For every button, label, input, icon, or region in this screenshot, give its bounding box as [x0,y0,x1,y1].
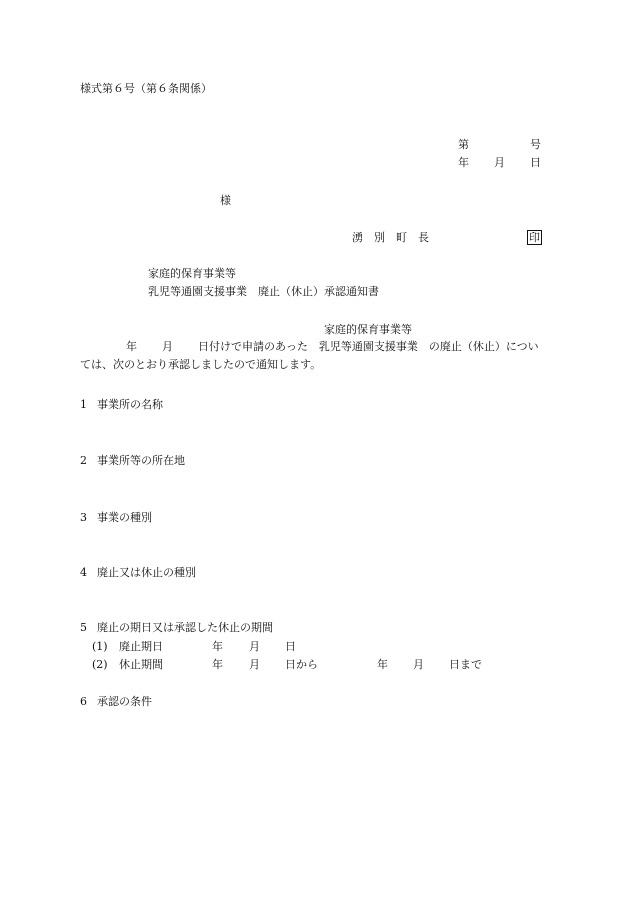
sender-title: 湧 別 町 長 [352,231,429,244]
intro-text-line1: 日付けで申請のあった 乳児等通園支援事業 の廃止（休止）につい [198,340,539,353]
sub-item-2-day-until: 日まで [449,658,482,671]
intro-year: 年 [126,340,137,353]
sub-item-1-month: 月 [249,640,260,653]
sub-item-2-year: 年 [212,658,223,671]
sub-item-2-year2: 年 [377,658,388,671]
item-4-label: 廃止又は休止の種別 [97,566,196,579]
sub-item-2-month: 月 [249,658,260,671]
document-title-line2: 乳児等通園支援事業 廃止（休止）承認通知書 [148,285,379,298]
sub-item-1-year: 年 [212,640,223,653]
item-3-label: 事業の種別 [97,511,152,524]
sub-item-1-day: 日 [285,640,296,653]
item-5-label: 廃止の期日又は承認した休止の期間 [97,621,273,634]
sub-item-2-month2: 月 [413,658,424,671]
intro-month: 月 [162,340,173,353]
form-label: 様式第６号（第６条関係） [80,82,212,95]
item-6-label: 承認の条件 [97,695,152,708]
addressee-sama: 様 [220,194,231,207]
sub-item-1-number: (1) [92,640,108,653]
sub-item-2-number: (2) [92,658,108,671]
seal-mark: 印 [529,231,540,244]
issue-date-month: 月 [494,156,505,169]
sub-item-2-label: 休止期間 [119,658,163,671]
intro-text-line2: ては、次のとおり承認しましたので通知します。 [80,358,322,371]
intro-aside-label: 家庭的保育事業等 [324,323,412,336]
issue-date-day: 日 [530,156,541,169]
item-2-label: 事業所等の所在地 [97,454,185,467]
item-6-number: 6 [80,695,87,708]
item-5-number: 5 [80,621,87,634]
item-1-label: 事業所の名称 [97,398,163,411]
sub-item-2-day-from: 日から [285,658,318,671]
document-title-line1: 家庭的保育事業等 [148,267,236,280]
issue-date-year: 年 [458,156,469,169]
sub-item-1-label: 廃止期日 [119,640,163,653]
item-4-number: 4 [80,566,87,579]
item-2-number: 2 [80,454,87,467]
document-number-dai: 第 [458,138,469,151]
item-1-number: 1 [80,398,87,411]
item-3-number: 3 [80,511,87,524]
document-number-go: 号 [530,138,541,151]
